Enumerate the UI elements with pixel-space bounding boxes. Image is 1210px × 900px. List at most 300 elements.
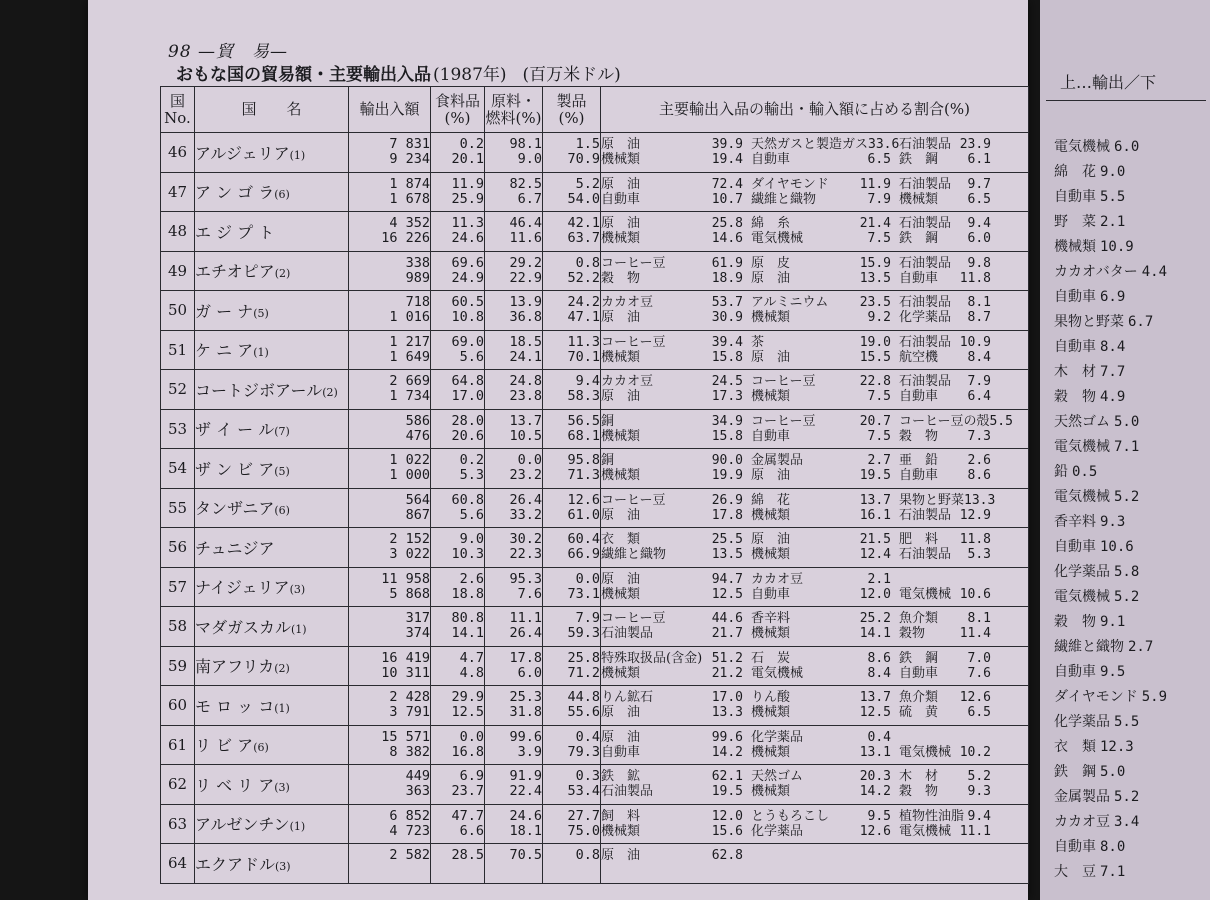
import-items: [601, 350, 1028, 365]
raw-export: 70.5: [509, 847, 542, 864]
item-entry: [751, 572, 899, 587]
food-import: 24.9: [451, 269, 484, 286]
item-share: 0.4: [867, 729, 891, 745]
item-name: 原 油: [601, 216, 641, 232]
food-export: 28.0: [451, 412, 484, 429]
item-entry: [899, 374, 999, 389]
country-name: [195, 844, 349, 884]
raw-import: [485, 863, 542, 878]
amount-cell: [349, 686, 431, 726]
item-entry: [899, 429, 999, 444]
facing-item-name: カカオバター: [1054, 264, 1138, 280]
facing-page-header: 上…輸出／下: [1060, 73, 1157, 92]
prod-import: 53.4: [567, 783, 600, 800]
food-import: 5.6: [459, 348, 484, 365]
item-share: 9.4: [967, 216, 991, 232]
import-items: [601, 587, 1028, 602]
food-cell: [431, 133, 485, 173]
facing-item-share: 5.0: [1114, 414, 1140, 430]
export-items: [601, 730, 1028, 745]
country-year-note: (1): [253, 346, 269, 360]
facing-item-share: 9.5: [1100, 664, 1126, 680]
item-share: 61.9: [711, 255, 743, 271]
country-no: 49: [161, 251, 195, 291]
prod-import: 58.3: [567, 388, 600, 405]
item-entry: [601, 809, 751, 824]
items-cell: [601, 409, 1029, 449]
table-row: [161, 488, 1029, 528]
item-name: 機械類: [751, 547, 791, 563]
facing-item-share: 10.6: [1100, 539, 1134, 555]
raw-cell: [485, 528, 543, 568]
item-name: 原 油: [601, 389, 641, 405]
item-name: ダイヤモンド: [751, 176, 829, 192]
item-share: 34.9: [711, 413, 743, 429]
item-name: 機械類: [899, 191, 939, 207]
facing-item-share: 0.5: [1072, 464, 1098, 480]
facing-item-name: 綿 花: [1054, 164, 1096, 180]
table-row: [161, 804, 1029, 844]
item-share: 15.9: [859, 255, 891, 271]
country-year-note: (1): [289, 148, 306, 162]
country-name-text: エ ジ プ ト: [195, 222, 275, 242]
food-export: 47.7: [451, 807, 484, 824]
title-unit: (百万米ドル): [522, 65, 621, 85]
item-name: 自動車: [601, 744, 641, 760]
country-year-note: (3): [275, 859, 291, 873]
export-items: [601, 572, 1028, 587]
country-year-note: (5): [253, 306, 269, 320]
item-share: 12.9: [959, 507, 991, 523]
country-name-text: タンザニア: [195, 499, 275, 519]
prod-cell: [543, 409, 601, 449]
item-entry: [601, 350, 751, 365]
prod-import: 75.0: [567, 822, 600, 839]
item-name: 原 油: [601, 848, 641, 864]
export-items: [601, 216, 1028, 231]
item-name: 自動車: [899, 665, 939, 681]
item-name: 天然ガスと製造ガス: [751, 137, 869, 153]
food-cell: [431, 528, 485, 568]
prod-cell: [543, 133, 601, 173]
import-items: [601, 152, 1028, 167]
country-name-text: エチオピア: [195, 262, 275, 282]
prod-export: 11.3: [567, 333, 600, 350]
item-entry: [601, 824, 751, 839]
item-entry: [751, 784, 899, 799]
country-name: [195, 488, 349, 528]
item-name: 石油製品: [899, 216, 952, 232]
item-entry: [899, 453, 999, 468]
item-name: 原 油: [601, 507, 641, 523]
country-no: 63: [161, 804, 195, 844]
country-no: 56: [161, 528, 195, 568]
country-name: [195, 607, 349, 647]
raw-export: 24.8: [509, 373, 542, 390]
item-share: 10.2: [959, 744, 991, 760]
prod-export: 95.8: [567, 452, 600, 469]
prod-export: 5.2: [575, 175, 600, 192]
facing-item-name: 天然ゴム: [1054, 414, 1110, 430]
food-import: 20.6: [451, 427, 484, 444]
facing-item-share: 10.9: [1100, 239, 1134, 255]
item-share: 25.2: [859, 611, 891, 627]
food-cell: [431, 686, 485, 726]
item-name: 原 油: [601, 310, 641, 326]
country-name-text: モ ロ ッ コ: [195, 696, 275, 716]
country-no: 47: [161, 172, 195, 212]
item-share: 72.4: [711, 176, 743, 192]
facing-page-item: [1054, 390, 1125, 405]
table-row: [161, 133, 1029, 173]
item-name: 原 油: [601, 137, 641, 153]
facing-page-item: [1054, 365, 1125, 380]
facing-page-item: [1054, 590, 1139, 605]
item-share: 13.7: [859, 690, 891, 706]
item-entry: [751, 374, 899, 389]
amount-export: 564: [405, 491, 430, 508]
item-share: 21.5: [859, 532, 891, 548]
item-name: 石油製品: [899, 374, 952, 390]
raw-export: 13.7: [509, 412, 542, 429]
item-entry: [751, 690, 899, 705]
food-import: 20.1: [451, 151, 484, 168]
amount-cell: [349, 212, 431, 252]
table-header-row: [161, 87, 1029, 133]
food-import: 23.7: [451, 783, 484, 800]
item-entry: [751, 848, 899, 863]
items-cell: [601, 607, 1029, 647]
raw-import: 23.8: [509, 388, 542, 405]
item-share: 6.5: [967, 705, 991, 721]
facing-item-share: 4.4: [1141, 264, 1168, 280]
item-entry: [601, 532, 751, 547]
item-share: 9.5: [867, 808, 891, 824]
amount-import: 8 382: [389, 743, 430, 760]
raw-export: 99.6: [509, 728, 542, 745]
amount-cell: [349, 370, 431, 410]
item-name: 石油製品: [899, 176, 952, 192]
amount-export: 449: [405, 768, 430, 785]
item-name: 香辛料: [751, 611, 791, 627]
amount-import: 363: [405, 783, 430, 800]
amount-cell: [349, 804, 431, 844]
facing-item-share: 9.0: [1100, 164, 1126, 180]
prod-cell: [543, 686, 601, 726]
food-import: 5.3: [459, 467, 484, 484]
amount-cell: [349, 409, 431, 449]
item-share: 6.5: [967, 191, 991, 207]
prod-import: 63.7: [567, 230, 600, 247]
amount-import: 1 678: [389, 190, 430, 207]
country-name: [195, 804, 349, 844]
item-name: 特殊取扱品(含金): [601, 650, 703, 666]
item-entry: [899, 508, 999, 523]
prod-import: [543, 863, 600, 878]
header-prod: 製品 (%): [543, 87, 601, 133]
facing-item-name: 自動車: [1054, 839, 1096, 855]
export-items: [601, 137, 1028, 152]
item-share: 44.6: [711, 611, 743, 627]
item-share: 94.7: [711, 571, 743, 587]
item-entry: [601, 508, 751, 523]
item-entry: [601, 863, 751, 878]
import-items: [601, 745, 1028, 760]
country-name: [195, 449, 349, 489]
facing-item-name: 電気機械: [1054, 489, 1110, 505]
amount-import: 867: [405, 506, 430, 523]
item-entry: [601, 705, 751, 720]
amount-export: 2 669: [389, 373, 430, 390]
food-import: 16.8: [451, 743, 484, 760]
prod-import: 71.2: [567, 664, 600, 681]
prod-import: 79.3: [567, 743, 600, 760]
amount-export: 2 152: [389, 531, 430, 548]
running-header: 98 —貿 易—: [168, 42, 289, 62]
food-import: 12.5: [451, 704, 484, 721]
raw-cell: [485, 725, 543, 765]
country-name-text: ガ ー ナ: [195, 301, 254, 321]
item-share: 13.3: [711, 705, 743, 721]
item-share: 14.2: [859, 784, 891, 800]
raw-cell: [485, 409, 543, 449]
item-share: 13.7: [859, 492, 891, 508]
export-items: [601, 690, 1028, 705]
item-share: 8.4: [867, 665, 891, 681]
amount-import: 1 734: [389, 388, 430, 405]
item-share: 20.3: [859, 769, 891, 785]
food-export: 69.6: [451, 254, 484, 271]
prod-export: 12.6: [567, 491, 600, 508]
header-items: 主要輸出入品の輸出・輸入額に占める割合(%): [601, 87, 1029, 133]
item-name: 穀物: [899, 626, 926, 642]
raw-export: 46.4: [509, 215, 542, 232]
item-name: コーヒー豆: [751, 374, 816, 390]
amount-import: 10 311: [381, 664, 430, 681]
country-name: [195, 646, 349, 686]
table-row: [161, 212, 1029, 252]
item-share: 15.8: [711, 428, 743, 444]
country-name: [195, 528, 349, 568]
item-name: 穀 物: [601, 270, 641, 286]
facing-page-item: [1054, 815, 1139, 830]
table-row: [161, 686, 1029, 726]
item-share: 11.1: [959, 823, 991, 839]
item-entry: [899, 651, 999, 666]
country-no: 57: [161, 567, 195, 607]
food-import: 5.6: [459, 506, 484, 523]
item-name: りん酸: [751, 690, 791, 706]
item-entry: [751, 730, 899, 745]
food-import: 4.8: [459, 664, 484, 681]
item-share: 62.8: [711, 848, 743, 864]
item-entry: [601, 468, 751, 483]
item-share: 19.0: [859, 334, 891, 350]
food-export: 69.0: [451, 333, 484, 350]
country-year-note: (3): [274, 780, 290, 794]
facing-item-share: 9.3: [1100, 514, 1126, 530]
raw-import: 26.4: [509, 625, 542, 642]
table-row: [161, 330, 1029, 370]
raw-import: 11.6: [509, 230, 542, 247]
item-name: 機械類: [601, 428, 641, 444]
item-entry: [601, 231, 751, 246]
raw-export: 98.1: [509, 136, 542, 153]
country-no: 55: [161, 488, 195, 528]
item-entry: [751, 705, 899, 720]
item-share: 13.5: [711, 547, 743, 563]
facing-page-item: [1054, 565, 1139, 580]
food-export: 60.8: [451, 491, 484, 508]
food-cell: [431, 567, 485, 607]
amount-export: 4 352: [389, 215, 430, 232]
facing-item-share: 7.1: [1114, 439, 1140, 455]
prod-export: 0.8: [575, 847, 600, 864]
item-name: 鉄 鋼: [899, 152, 939, 168]
amount-import: 1 016: [389, 309, 430, 326]
prod-export: 25.8: [567, 649, 600, 666]
table-body: [161, 133, 1029, 884]
item-entry: [751, 137, 899, 152]
country-no: 54: [161, 449, 195, 489]
raw-import: 36.8: [509, 309, 542, 326]
item-name: 機械類: [601, 468, 641, 484]
item-entry: [899, 256, 999, 271]
item-share: 9.7: [967, 176, 991, 192]
item-entry: [601, 152, 751, 167]
item-entry: [601, 745, 751, 760]
item-share: 17.3: [711, 389, 743, 405]
export-items: [601, 809, 1028, 824]
items-cell: [601, 291, 1029, 331]
item-entry: [601, 374, 751, 389]
item-name: 自動車: [899, 468, 939, 484]
item-name: 亜 鉛: [899, 453, 939, 469]
item-share: 53.7: [711, 295, 743, 311]
table-row: [161, 725, 1029, 765]
item-share: 21.4: [859, 216, 891, 232]
item-name: 鉄 鋼: [899, 231, 939, 247]
facing-page-item: [1054, 240, 1134, 255]
item-share: 26.9: [711, 492, 743, 508]
amount-export: 1 022: [389, 452, 430, 469]
item-share: 11.4: [959, 626, 991, 642]
item-name: 電気機械: [751, 665, 804, 681]
prod-export: 0.8: [575, 254, 600, 271]
country-name-text: ナイジェリア: [195, 578, 290, 598]
facing-item-share: 5.0: [1100, 764, 1126, 780]
item-name: 自動車: [601, 191, 641, 207]
facing-item-name: 化学薬品: [1054, 564, 1110, 580]
raw-export: 25.3: [509, 689, 542, 706]
item-entry: [899, 177, 999, 192]
item-share: 12.4: [859, 547, 891, 563]
amount-cell: [349, 844, 431, 884]
item-name: コーヒー豆: [601, 492, 666, 508]
item-share: 2.7: [867, 453, 891, 469]
item-entry: [601, 256, 751, 271]
raw-import: 18.1: [509, 822, 542, 839]
item-share: 8.7: [967, 310, 991, 326]
items-cell: [601, 804, 1029, 844]
prod-cell: [543, 172, 601, 212]
country-name-text: アルゼンチン: [195, 815, 290, 835]
item-entry: [899, 413, 1013, 429]
facing-item-share: 7.7: [1100, 364, 1126, 380]
item-name: 化学薬品: [751, 729, 804, 745]
prod-cell: [543, 607, 601, 647]
facing-item-name: 自動車: [1054, 339, 1096, 355]
export-items: [601, 848, 1028, 863]
facing-item-share: 6.9: [1100, 289, 1126, 305]
item-share: 8.1: [967, 295, 991, 311]
facing-page-item: [1054, 740, 1134, 755]
raw-cell: [485, 251, 543, 291]
facing-item-name: 果物と野菜: [1054, 314, 1124, 330]
item-entry: [601, 547, 751, 562]
item-name: 綿 糸: [751, 216, 791, 232]
food-export: 64.8: [451, 373, 484, 390]
item-share: 5.2: [967, 769, 991, 785]
food-export: 29.9: [451, 689, 484, 706]
facing-page-item: [1054, 765, 1125, 780]
food-cell: [431, 804, 485, 844]
facing-item-name: 鉛: [1054, 464, 1068, 480]
item-entry: [601, 493, 751, 508]
item-share: 9.2: [867, 310, 891, 326]
item-entry: [899, 137, 999, 152]
item-share: 25.8: [711, 216, 743, 232]
item-entry: [751, 177, 899, 192]
prod-cell: [543, 844, 601, 884]
item-entry: [601, 271, 751, 286]
item-name: 石油製品: [899, 507, 952, 523]
country-no: 64: [161, 844, 195, 884]
item-name: 原 油: [751, 270, 791, 286]
prod-import: 66.9: [567, 546, 600, 563]
item-entry: [751, 824, 899, 839]
facing-item-name: カカオ豆: [1054, 814, 1110, 830]
item-share: 12.0: [859, 586, 891, 602]
items-cell: [601, 172, 1029, 212]
raw-cell: [485, 449, 543, 489]
item-entry: [899, 769, 999, 784]
item-share: 6.0: [967, 231, 991, 247]
item-share: 12.5: [711, 586, 743, 602]
items-cell: [601, 567, 1029, 607]
country-year-note: (6): [253, 741, 269, 755]
country-name-text: リ ビ ア: [195, 736, 254, 756]
facing-item-share: 12.3: [1100, 739, 1134, 755]
food-import: 6.6: [459, 822, 484, 839]
amount-import: 3 022: [389, 546, 430, 563]
food-cell: [431, 488, 485, 528]
country-name: [195, 133, 349, 173]
item-share: 20.7: [859, 413, 891, 429]
item-entry: [751, 468, 899, 483]
country-no: 46: [161, 133, 195, 173]
item-name: 石油製品: [899, 295, 952, 311]
raw-import: 33.2: [509, 506, 542, 523]
facing-item-share: 8.4: [1100, 339, 1126, 355]
amount-export: 15 571: [381, 728, 430, 745]
items-cell: [601, 646, 1029, 686]
export-items: [601, 335, 1028, 350]
item-share: 30.9: [711, 310, 743, 326]
raw-cell: [485, 488, 543, 528]
item-entry: [601, 690, 751, 705]
prod-cell: [543, 449, 601, 489]
